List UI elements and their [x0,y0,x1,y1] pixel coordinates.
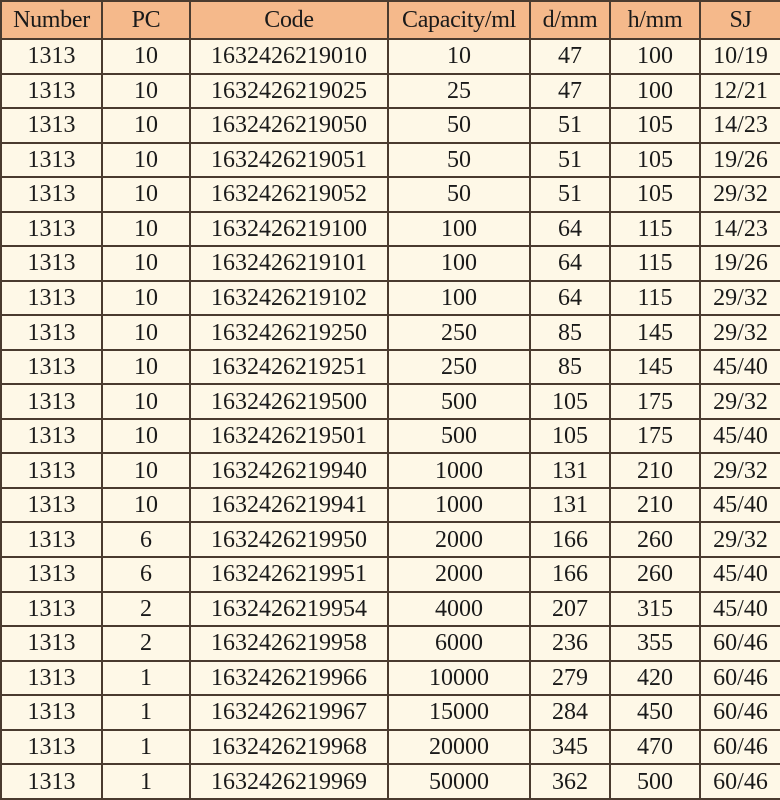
cell-diameter: 64 [530,246,610,281]
cell-number: 1313 [1,143,102,178]
cell-number: 1313 [1,315,102,350]
cell-code: 1632426219025 [190,74,388,109]
table-row [1,695,780,730]
cell-pc: 10 [102,108,190,143]
cell-capacity: 1000 [388,453,530,488]
cell-sj: 45/40 [700,557,780,592]
cell-pc: 2 [102,592,190,627]
cell-height: 115 [610,212,700,247]
cell-height: 145 [610,350,700,385]
cell-diameter: 131 [530,453,610,488]
cell-sj: 60/46 [700,730,780,765]
cell-capacity: 250 [388,315,530,350]
cell-pc: 1 [102,764,190,799]
cell-capacity: 250 [388,350,530,385]
header-capacity: Capacity/ml [388,1,530,39]
cell-diameter: 51 [530,143,610,178]
cell-code: 1632426219102 [190,281,388,316]
cell-capacity: 20000 [388,730,530,765]
cell-code: 1632426219501 [190,419,388,454]
cell-code: 1632426219941 [190,488,388,523]
cell-pc: 10 [102,39,190,74]
cell-capacity: 500 [388,384,530,419]
cell-code: 1632426219052 [190,177,388,212]
cell-diameter: 105 [530,419,610,454]
table-row [1,522,780,557]
cell-capacity: 25 [388,74,530,109]
cell-pc: 10 [102,74,190,109]
cell-diameter: 279 [530,661,610,696]
table-row [1,315,780,350]
cell-height: 470 [610,730,700,765]
cell-code: 1632426219950 [190,522,388,557]
cell-pc: 10 [102,488,190,523]
cell-number: 1313 [1,626,102,661]
cell-height: 260 [610,557,700,592]
cell-code: 1632426219101 [190,246,388,281]
cell-sj: 45/40 [700,488,780,523]
cell-pc: 6 [102,522,190,557]
cell-code: 1632426219954 [190,592,388,627]
cell-code: 1632426219010 [190,39,388,74]
cell-sj: 45/40 [700,419,780,454]
cell-diameter: 207 [530,592,610,627]
cell-diameter: 85 [530,350,610,385]
header-sj: SJ [700,1,780,39]
header-diameter: d/mm [530,1,610,39]
cell-diameter: 64 [530,212,610,247]
cell-height: 500 [610,764,700,799]
cell-sj: 60/46 [700,626,780,661]
cell-pc: 1 [102,730,190,765]
cell-code: 1632426219966 [190,661,388,696]
cell-diameter: 64 [530,281,610,316]
table-row [1,592,780,627]
cell-number: 1313 [1,419,102,454]
table-row [1,453,780,488]
table-row [1,212,780,247]
cell-pc: 1 [102,661,190,696]
cell-code: 1632426219051 [190,143,388,178]
header-height: h/mm [610,1,700,39]
cell-number: 1313 [1,557,102,592]
cell-number: 1313 [1,39,102,74]
cell-capacity: 4000 [388,592,530,627]
cell-number: 1313 [1,453,102,488]
cell-height: 115 [610,281,700,316]
cell-diameter: 51 [530,177,610,212]
cell-number: 1313 [1,661,102,696]
cell-diameter: 47 [530,74,610,109]
cell-height: 145 [610,315,700,350]
cell-capacity: 1000 [388,488,530,523]
cell-capacity: 6000 [388,626,530,661]
cell-capacity: 100 [388,281,530,316]
table-row [1,177,780,212]
cell-sj: 29/32 [700,384,780,419]
cell-sj: 60/46 [700,695,780,730]
cell-capacity: 2000 [388,522,530,557]
cell-code: 1632426219958 [190,626,388,661]
cell-height: 420 [610,661,700,696]
cell-capacity: 50000 [388,764,530,799]
cell-number: 1313 [1,281,102,316]
cell-height: 210 [610,488,700,523]
cell-pc: 10 [102,315,190,350]
cell-height: 450 [610,695,700,730]
cell-sj: 45/40 [700,350,780,385]
cell-diameter: 47 [530,39,610,74]
table-row [1,764,780,799]
cell-capacity: 15000 [388,695,530,730]
cell-diameter: 236 [530,626,610,661]
cell-code: 1632426219967 [190,695,388,730]
cell-pc: 10 [102,453,190,488]
cell-number: 1313 [1,764,102,799]
header-pc: PC [102,1,190,39]
header-code: Code [190,1,388,39]
cell-sj: 29/32 [700,522,780,557]
cell-capacity: 10000 [388,661,530,696]
cell-code: 1632426219251 [190,350,388,385]
table-header [1,1,780,39]
table-row [1,730,780,765]
cell-diameter: 362 [530,764,610,799]
cell-code: 1632426219050 [190,108,388,143]
table-row [1,108,780,143]
cell-sj: 29/32 [700,177,780,212]
cell-diameter: 105 [530,384,610,419]
cell-sj: 19/26 [700,246,780,281]
cell-pc: 10 [102,212,190,247]
cell-pc: 10 [102,281,190,316]
table-row [1,74,780,109]
cell-code: 1632426219940 [190,453,388,488]
cell-capacity: 500 [388,419,530,454]
cell-height: 100 [610,39,700,74]
table-row [1,39,780,74]
cell-pc: 1 [102,695,190,730]
cell-number: 1313 [1,522,102,557]
cell-height: 210 [610,453,700,488]
cell-height: 315 [610,592,700,627]
cell-diameter: 51 [530,108,610,143]
cell-code: 1632426219951 [190,557,388,592]
cell-number: 1313 [1,246,102,281]
cell-number: 1313 [1,177,102,212]
cell-pc: 10 [102,177,190,212]
cell-sj: 45/40 [700,592,780,627]
cell-capacity: 10 [388,39,530,74]
table-row [1,281,780,316]
cell-diameter: 85 [530,315,610,350]
table-row [1,384,780,419]
cell-pc: 10 [102,350,190,385]
cell-sj: 29/32 [700,281,780,316]
table-body [1,39,780,799]
cell-height: 100 [610,74,700,109]
cell-pc: 6 [102,557,190,592]
cell-sj: 12/21 [700,74,780,109]
cell-number: 1313 [1,695,102,730]
cell-diameter: 345 [530,730,610,765]
cell-pc: 10 [102,143,190,178]
cell-sj: 19/26 [700,143,780,178]
cell-sj: 60/46 [700,661,780,696]
cell-capacity: 2000 [388,557,530,592]
cell-number: 1313 [1,488,102,523]
table-row [1,488,780,523]
cell-sj: 29/32 [700,315,780,350]
cell-diameter: 131 [530,488,610,523]
cell-number: 1313 [1,592,102,627]
cell-number: 1313 [1,74,102,109]
cell-code: 1632426219500 [190,384,388,419]
cell-sj: 10/19 [700,39,780,74]
cell-number: 1313 [1,350,102,385]
table-row [1,626,780,661]
cell-code: 1632426219250 [190,315,388,350]
header-number: Number [1,1,102,39]
table-row [1,246,780,281]
table-row [1,419,780,454]
cell-number: 1313 [1,384,102,419]
cell-diameter: 166 [530,557,610,592]
cell-height: 260 [610,522,700,557]
cell-capacity: 100 [388,246,530,281]
cell-number: 1313 [1,730,102,765]
header-row [1,1,780,39]
cell-capacity: 50 [388,143,530,178]
cell-height: 105 [610,108,700,143]
cell-diameter: 166 [530,522,610,557]
table-row [1,143,780,178]
cell-diameter: 284 [530,695,610,730]
table-row [1,557,780,592]
table-row [1,661,780,696]
cell-height: 105 [610,177,700,212]
cell-capacity: 50 [388,177,530,212]
cell-capacity: 100 [388,212,530,247]
cell-number: 1313 [1,212,102,247]
cell-capacity: 50 [388,108,530,143]
cell-code: 1632426219968 [190,730,388,765]
cell-sj: 29/32 [700,453,780,488]
table-row [1,350,780,385]
cell-height: 175 [610,419,700,454]
cell-sj: 14/23 [700,108,780,143]
cell-height: 115 [610,246,700,281]
cell-height: 105 [610,143,700,178]
cell-sj: 60/46 [700,764,780,799]
cell-height: 355 [610,626,700,661]
cell-number: 1313 [1,108,102,143]
cell-sj: 14/23 [700,212,780,247]
cell-height: 175 [610,384,700,419]
cell-pc: 10 [102,419,190,454]
cell-code: 1632426219100 [190,212,388,247]
cell-pc: 2 [102,626,190,661]
cell-code: 1632426219969 [190,764,388,799]
cell-pc: 10 [102,246,190,281]
cell-pc: 10 [102,384,190,419]
